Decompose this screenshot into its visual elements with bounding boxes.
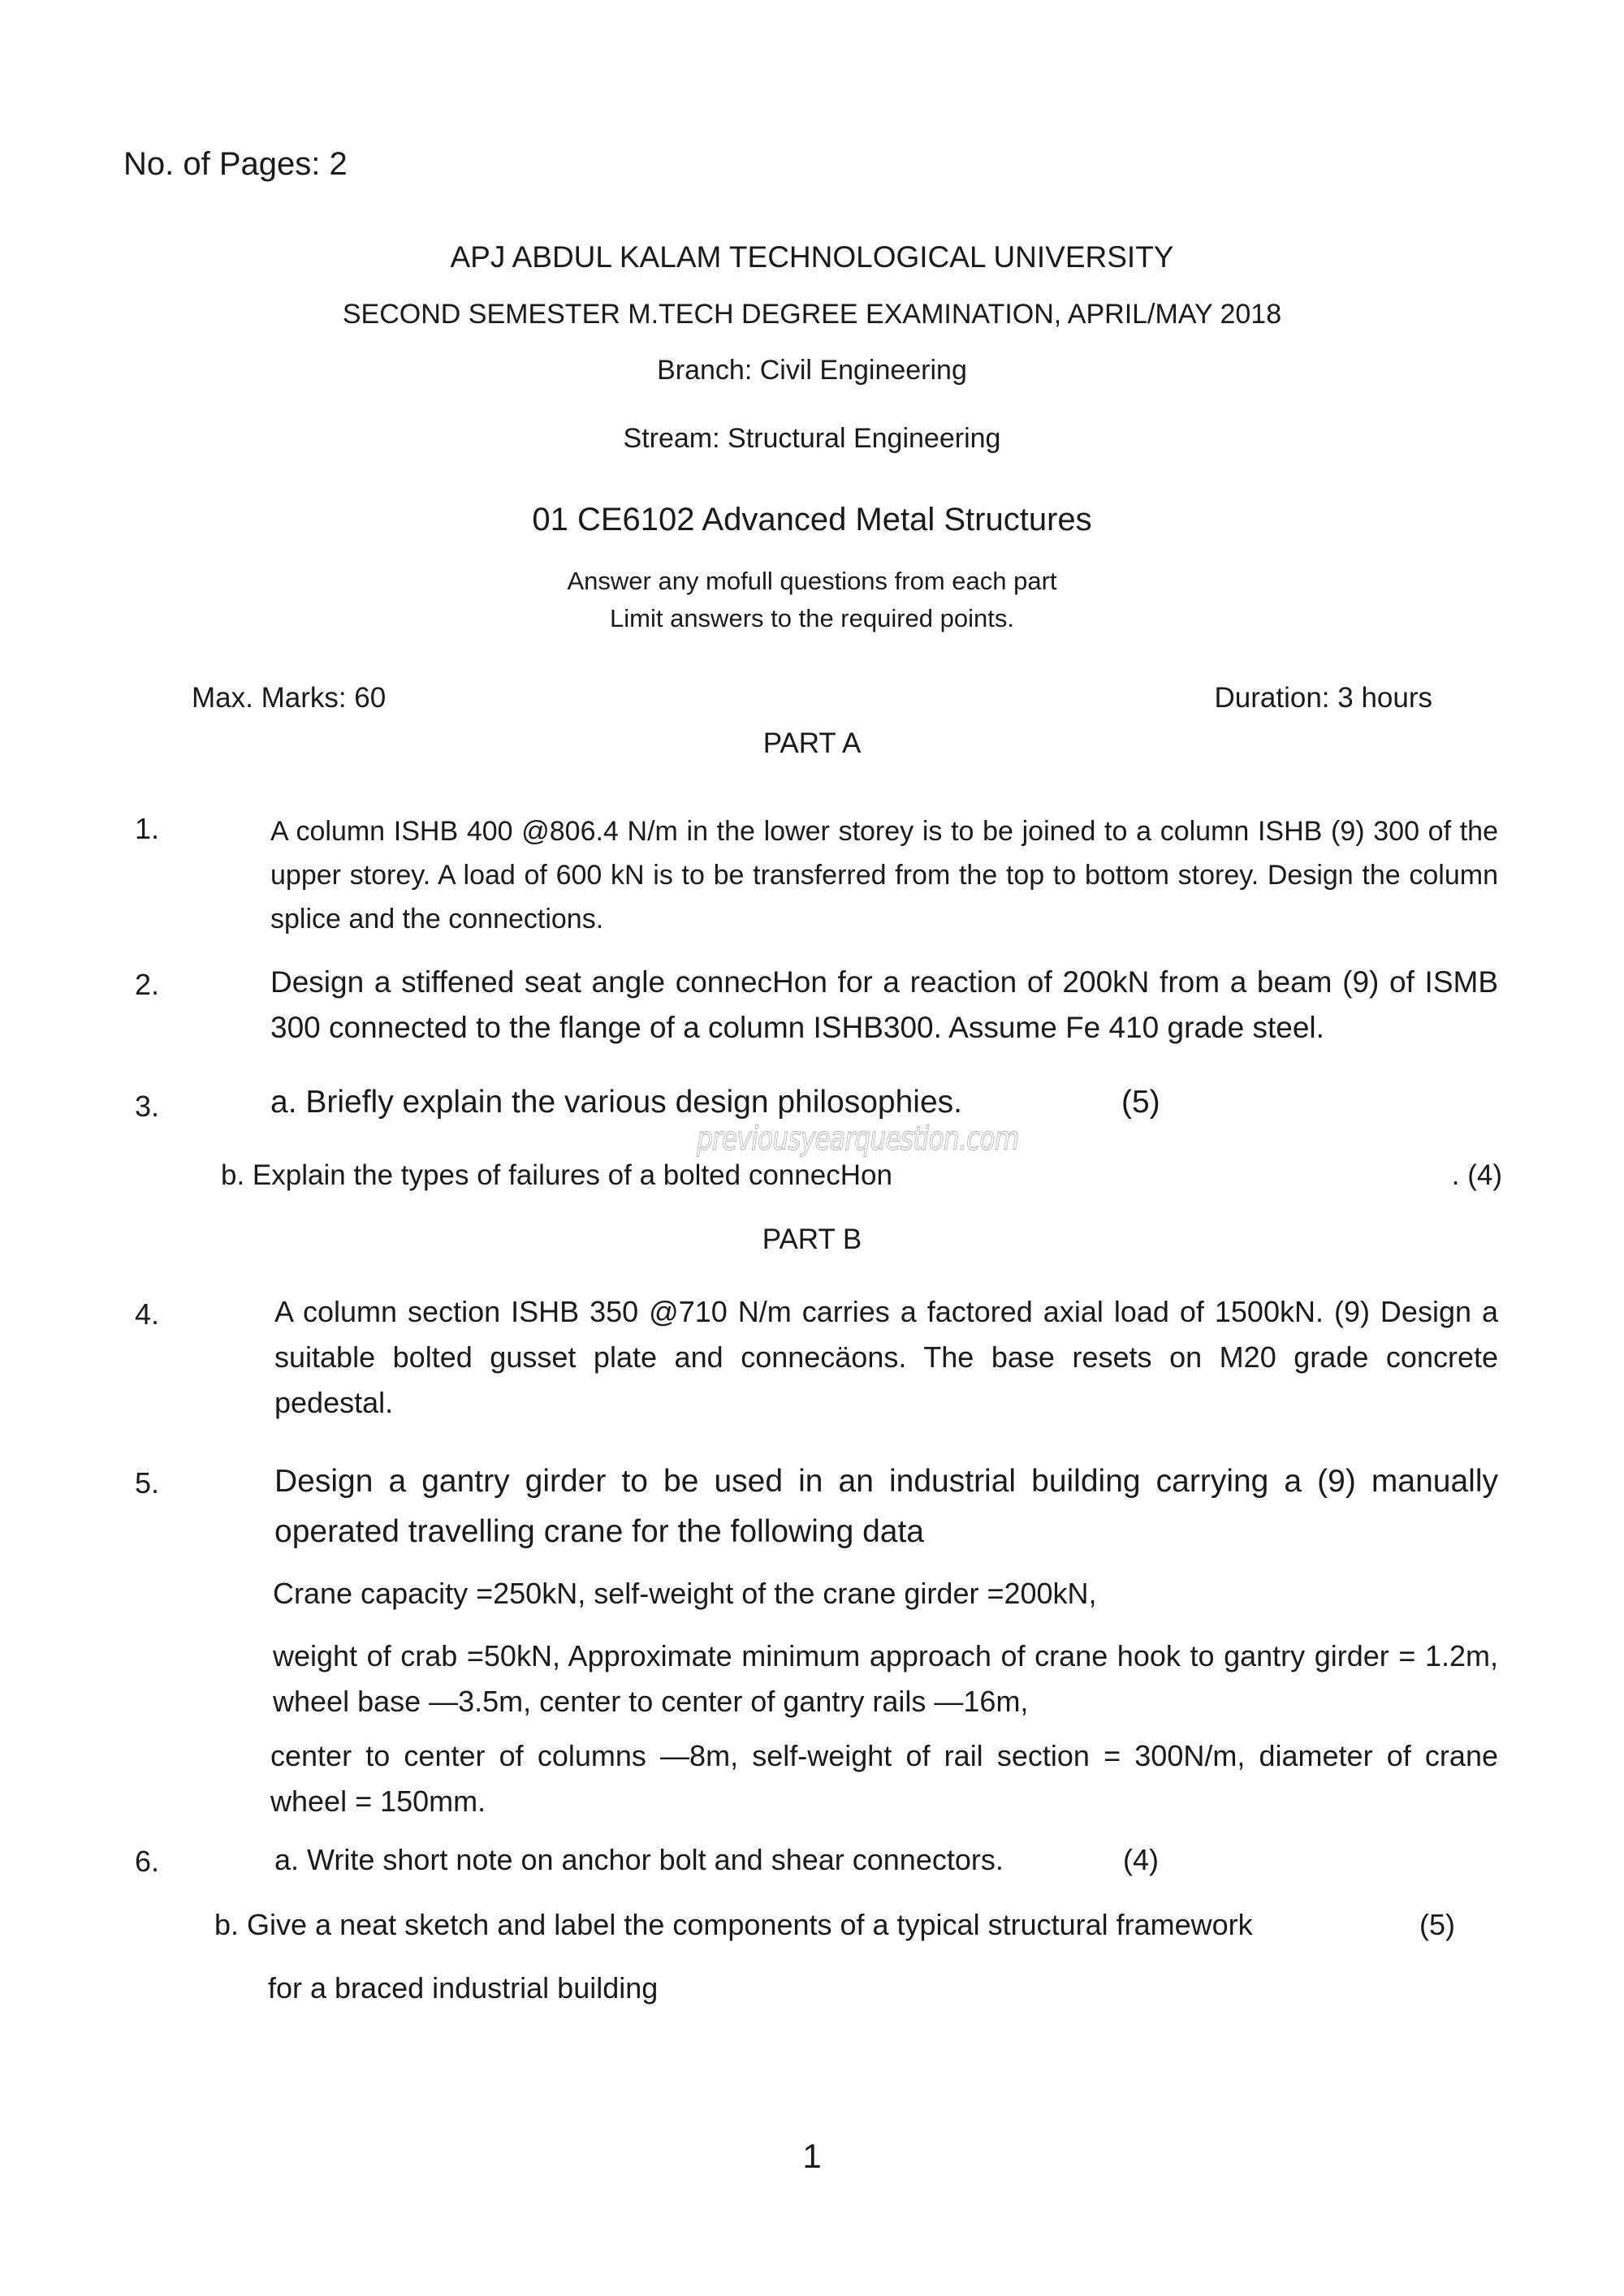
question-3a-text: a. Briefly explain the various design philosophies. [270,1085,963,1120]
question-3b-marks: . (4) [1451,1159,1502,1191]
duration: Duration: 3 hours [1214,682,1432,714]
question-5-data-3: center to center of columns —8m, self-weight of rail section = 300N/m, diameter of crane wheel = 150mm. [270,1739,1498,1818]
instruction-2: Limit answers to the required points. [610,604,1014,632]
question-5-text: Design a gantry girder to be used in an industrial building carrying a (9) manually operated travelling crane for the following data [274,1464,1498,1549]
max-marks: Max. Marks: 60 [192,682,387,714]
question-6a-marks: (4) [1123,1843,1159,1876]
branch: Branch: Civil Engineering [657,355,967,386]
page-number: 1 [802,2137,822,2175]
question-number: 3. [135,1090,160,1123]
page-count: No. of Pages: 2 [123,146,348,182]
question-4-text: A column section ISHB 350 @710 N/m carries a factored axial load of 1500kN. (9) Design a suitable bolted gusset plate and connecäons. The base resets on M20 grade concrete pedestal. [274,1295,1498,1419]
watermark: previousyearquestion.com [697,1120,1019,1158]
question-2-text: Design a stiffened seat angle connecHon for a reaction of 200kN from a beam (9) of ISMB 300 connected to the flange of a column ISHB300. Assume Fe 410 grade steel. [270,965,1498,1044]
question-number: 2. [135,968,160,1001]
university-name: APJ ABDUL KALAM TECHNOLOGICAL UNIVERSITY [450,240,1174,274]
question-5-data-2: weight of crab =50kN, Approximate minimum approach of crane hook to gantry girder = 1.2m, wheel base —3.5m, center to center of gantry rails —16m, [273,1639,1498,1718]
question-number: 4. [135,1297,160,1331]
part-b-heading: PART B [762,1224,862,1255]
question-5-data-1: Crane capacity =250kN, self-weight of the crane girder =200kN, [273,1577,1097,1610]
exam-title: SECOND SEMESTER M.TECH DEGREE EXAMINATION, APRIL/MAY 2018 [342,299,1282,330]
question-3a-marks: (5) [1121,1085,1160,1120]
instruction-1: Answer any mofull questions from each part [567,567,1057,595]
question-6b-text: b. Give a neat sketch and label the components of a typical structural framework [214,1908,1253,1941]
question-6b-marks: (5) [1419,1908,1455,1941]
part-a-heading: PART A [762,727,862,759]
stream: Stream: Structural Engineering [623,423,1001,454]
question-number: 5. [135,1466,160,1500]
question-number: 1. [135,812,160,845]
question-3b-text: b. Explain the types of failures of a bolted connecHon [221,1159,892,1191]
question-1-text: A column ISHB 400 @806.4 N/m in the lower storey is to be joined to a column ISHB (9) 300 of the upper storey. A load of 600 kN is to be transferred from the top to bottom storey. Design the column splice and the connections. [270,816,1498,934]
question-6a-text: a. Write short note on anchor bolt and shear connectors. [274,1843,1004,1876]
question-6b-text-cont: for a braced industrial building [268,1971,659,2005]
question-number: 6. [135,1845,160,1878]
course-title: 01 CE6102 Advanced Metal Structures [532,502,1092,537]
